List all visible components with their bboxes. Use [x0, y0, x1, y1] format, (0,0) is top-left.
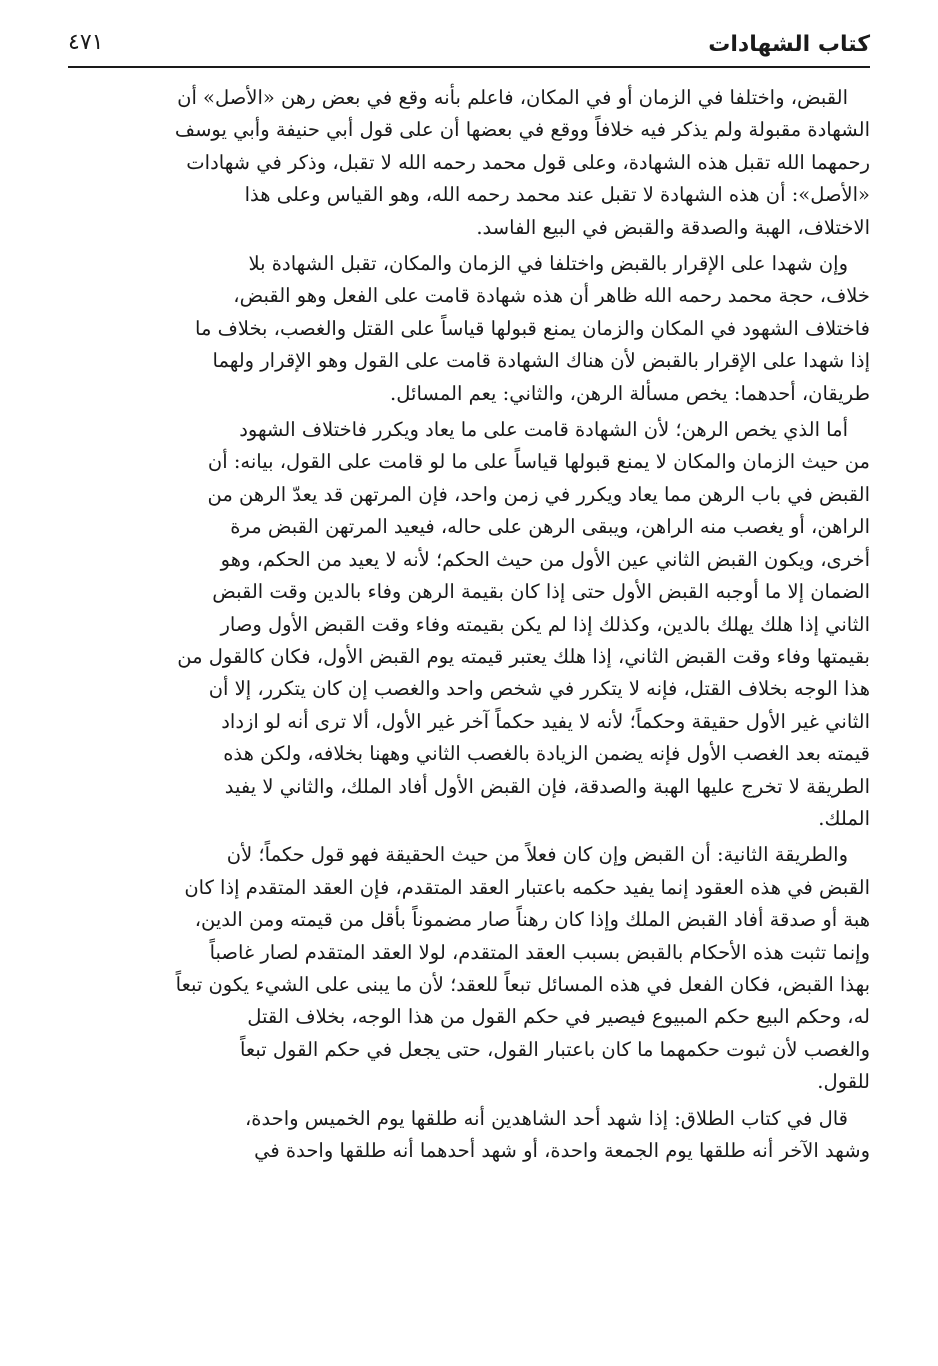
text-line: الملك. — [818, 806, 870, 830]
page-number: ٤٧١ — [68, 30, 104, 55]
paragraph — [68, 839, 870, 1098]
page-header — [68, 22, 870, 68]
text-line: أخرى، ويكون القبض الثاني عين الأول من حيث الحكم؛ لأنه لا يعيد من الحكم، وهو — [220, 547, 870, 571]
text-line: الثاني غير الأول حقيقة وحكماً؛ لأنه لا يفيد حكماً آخر غير الأول، ألا ترى أنه لو ازداد — [221, 709, 870, 733]
text-line: رحمهما الله تقبل هذه الشهادة، وعلى قول محمد رحمه الله لا تقبل، وذكر في شهادات — [186, 150, 870, 174]
text-line: أما الذي يخص الرهن؛ لأن الشهادة قامت على ما يعاد ويكرر فاختلاف الشهود — [239, 418, 848, 442]
paragraph — [68, 82, 870, 244]
text-line: بقيمتها وفاء وقت القبض الثاني، إذا هلك يعتبر قيمته يوم القبض الأول، فكان كالقول من — [177, 644, 870, 668]
text-line: طريقان، أحدهما: يخص مسألة الرهن، والثاني: يعم المسائل. — [390, 381, 870, 405]
text-line: والطريقة الثانية: أن القبض وإن كان فعلاً من حيث الحقيقة فهو قول حكماً؛ لأن — [226, 843, 848, 867]
text-line: الراهن، أو يغصب منه الراهن، ويبقى الرهن على حاله، فيعيد المرتهن القبض مرة — [230, 515, 870, 539]
paragraph — [68, 414, 870, 835]
text-line: هبة أو صدقة أفاد القبض الملك وإذا كان رهناً صار مضموناً بأقل من قيمته ومن الدين، — [194, 908, 870, 932]
paragraph — [68, 248, 870, 410]
text-line: هذا الوجه بخلاف القتل، فإنه لا يتكرر في شخص واحد والغصب إن كان يتكرر، إلا أن — [208, 677, 870, 701]
text-line: له، وحكم البيع حكم المبيوع فيصير في حكم القول من هذا الوجه، بخلاف القتل — [247, 1005, 870, 1029]
text-line: قال في كتاب الطلاق: إذا شهد أحد الشاهدين أنه طلقها يوم الخميس واحدة، — [244, 1106, 848, 1130]
text-line: الشهادة مقبولة ولم يذكر فيه خلافاً ووقع في بعضها أن على قول أبي حنيفة وأبي يوسف — [174, 118, 870, 142]
text-line: بهذا القبض، فكان الفعل في هذه المسائل تبعاً للعقد؛ لأن ما يبنى على الشيء يكون تبعاً — [175, 972, 870, 996]
text-line: «الأصل»: أن هذه الشهادة لا تقبل عند محمد رحمه الله، وهو القياس وعلى هذا — [244, 183, 870, 207]
text-line: وإنما تثبت هذه الأحكام بالقبض بسبب العقد المتقدم، لولا العقد المتقدم لصار غاصباً — [209, 940, 870, 964]
text-line: القبض في هذه العقود إنما يفيد حكمه باعتبار العقد المتقدم، فإن العقد المتقدم إذا كان — [184, 875, 870, 899]
text-line: فاختلاف الشهود في المكان والزمان يمنع قبولها قياساً على القتل والغصب، بخلاف ما — [195, 316, 870, 340]
text-line: خلاف، حجة محمد رحمه الله ظاهر أن هذه شهادة قامت على الفعل وهو القبض، — [233, 284, 870, 308]
text-line: والغصب لأن ثبوت حكمهما ما كان باعتبار القول، حتى يجعل في حكم القول تبعاً — [239, 1037, 870, 1061]
text-line: وشهد الآخر أنه طلقها يوم الجمعة واحدة، أو شهد أحدهما أنه طلقها واحدة في — [254, 1139, 870, 1162]
text-line: من حيث الزمان والمكان لا يمنع قبولها قياساً على ما لو قامت على القول، بيانه: أن — [207, 450, 870, 474]
text-line: القبض، واختلفا في الزمان أو في المكان، فاعلم بأنه وقع في بعض رهن «الأصل» أن — [177, 86, 848, 109]
text-line: الاختلاف، الهبة والصدقة والقبض في البيع الفاسد. — [476, 215, 870, 239]
text-line: وإن شهدا على الإقرار بالقبض واختلفا في الزمان والمكان، تقبل الشهادة بلا — [248, 252, 848, 276]
text-line: إذا شهدا على الإقرار بالقبض لأن هناك الشهادة قامت على القول وهو الإقرار ولهما — [212, 349, 870, 373]
paragraph — [68, 1103, 870, 1168]
page-body — [68, 68, 870, 1167]
running-title: كتاب الشهادات — [708, 32, 870, 57]
text-line: للقول. — [817, 1070, 870, 1094]
text-line: الطريقة لا تخرج عليها الهبة والصدقة، فإن القبض الأول أفاد الملك، والثاني لا يفيد — [224, 774, 870, 798]
text-line: الضمان إلا ما أوجبه القبض الأول حتى إذا كان بقيمة الرهن وفاء بالدين وقت القبض — [212, 580, 870, 604]
text-line: الثاني إذا هلك يهلك بالدين، وكذلك إذا لم يكن بقيمته وفاء وقت القبض الأول وصار — [220, 612, 870, 636]
book-page — [68, 22, 870, 1352]
text-line: القبض في باب الرهن مما يعاد ويكرر في زمن واحد، فإن المرتهن قد يعدّ الرهن من — [207, 482, 870, 506]
text-line: قيمته بعد الغصب الأول فإنه يضمن الزيادة بالغصب الثاني وههنا بخلافه، ولكن هذه — [223, 742, 870, 766]
